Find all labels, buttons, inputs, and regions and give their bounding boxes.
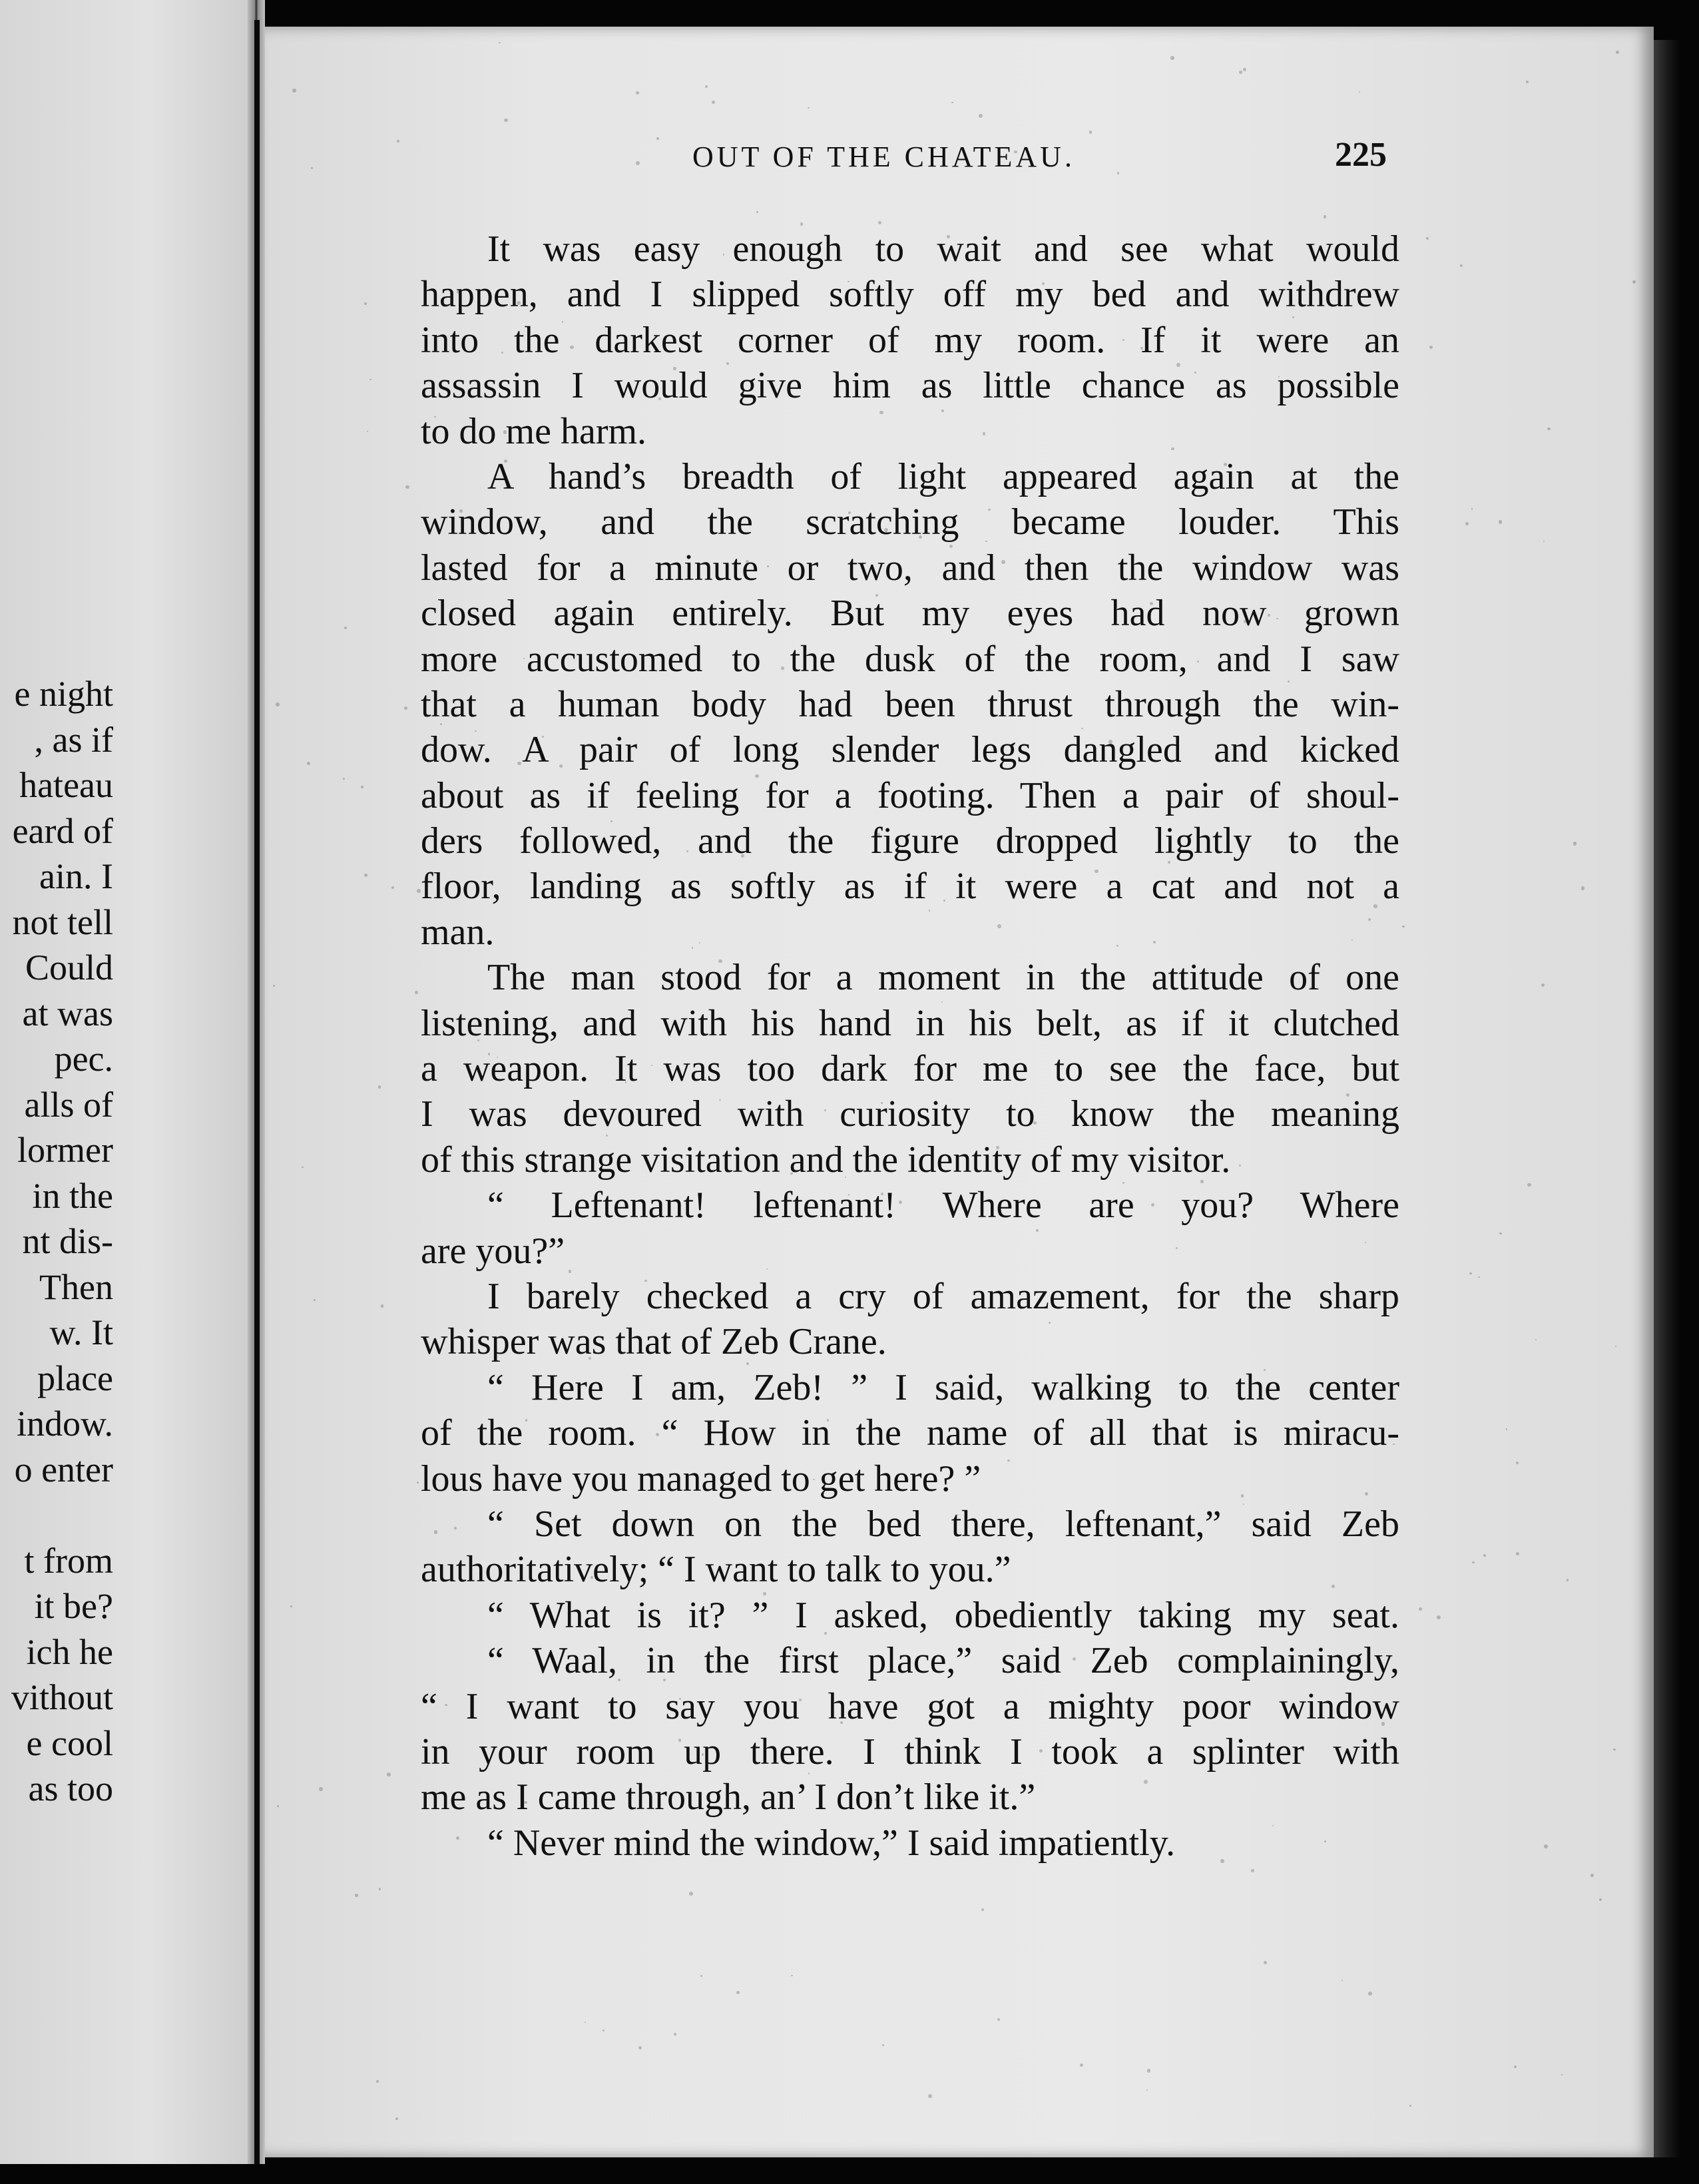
text-line: It was easy enough to wait and see what would xyxy=(487,228,1399,270)
paper-speck xyxy=(700,1975,702,1977)
paper-speck xyxy=(1039,1749,1043,1753)
paper-speck xyxy=(845,1177,846,1178)
paper-speck xyxy=(881,1102,883,1104)
paper-speck xyxy=(702,1753,704,1756)
paper-speck xyxy=(1616,51,1619,54)
paper-speck xyxy=(553,1341,554,1342)
left-page-fragment: as too xyxy=(28,1769,113,1808)
text-line: lous have you managed to get here? ” xyxy=(421,1458,981,1500)
paper-speck xyxy=(840,1721,843,1724)
paper-speck xyxy=(405,485,409,489)
left-page-fragment: eard of xyxy=(12,810,113,851)
text-line: “ What is it? ” I asked, obediently taking my seat. xyxy=(487,1594,1399,1636)
paper-speck xyxy=(705,85,708,88)
paper-speck xyxy=(355,1894,358,1897)
paper-speck xyxy=(799,1699,802,1701)
paper-speck xyxy=(1310,987,1312,988)
left-page-fragment: e cool xyxy=(26,1723,113,1763)
left-page-fragment: hateau xyxy=(19,765,113,805)
paper-speck xyxy=(884,528,888,532)
text-line: “ Waal, in the first place,” said Zeb complainingly, xyxy=(487,1640,1399,1682)
paper-speck xyxy=(983,432,986,435)
paper-speck xyxy=(459,509,463,513)
paper-speck xyxy=(1615,1346,1616,1347)
text-line: “ I want to say you have got a mighty poor window xyxy=(421,1685,1399,1727)
text-line: in your room up there. I think I took a splinter with xyxy=(421,1731,1399,1773)
paper-speck xyxy=(1527,1183,1531,1187)
text-line: into the darkest corner of my room. If it were an xyxy=(421,319,1399,361)
paper-speck xyxy=(674,2033,676,2036)
paper-speck xyxy=(887,838,888,839)
paper-speck xyxy=(1042,282,1045,285)
paper-speck xyxy=(686,850,688,852)
paper-speck xyxy=(875,594,878,597)
text-line: “ Leftenant! leftenant! Where are you? Where xyxy=(487,1185,1399,1227)
left-page-fragment: it be? xyxy=(34,1586,113,1626)
text-line: to do me harm. xyxy=(421,410,647,452)
paper-speck xyxy=(397,140,399,142)
paper-speck xyxy=(618,1679,620,1681)
paper-speck xyxy=(726,362,729,365)
text-line: I was devoured with curiosity to know the meaning xyxy=(421,1093,1399,1135)
left-page-fragment: not tell xyxy=(12,902,113,942)
paper-speck xyxy=(434,416,435,417)
paper-speck xyxy=(445,1704,447,1707)
paper-speck xyxy=(1599,1898,1602,1901)
running-head: OUT OF THE CHATEAU. xyxy=(692,140,1075,173)
paper-speck xyxy=(763,1592,766,1595)
text-line: lasted for a minute or two, and then the window was xyxy=(421,547,1399,589)
paper-speck xyxy=(949,545,953,548)
left-page-fragment: o enter xyxy=(14,1449,113,1490)
paper-speck xyxy=(1194,372,1196,374)
text-line: I barely checked a cry of amazement, for the sharp xyxy=(487,1275,1399,1317)
paper-speck xyxy=(1465,522,1469,525)
paper-speck xyxy=(1426,237,1429,240)
paper-speck xyxy=(979,114,983,118)
paper-speck xyxy=(756,713,758,715)
paper-speck xyxy=(417,889,421,893)
paper-speck xyxy=(364,302,367,305)
paper-speck xyxy=(524,1801,527,1804)
paper-speck xyxy=(899,1201,902,1204)
text-line: window, and the scratching became louder. This xyxy=(421,501,1399,543)
text-line: of this strange visitation and the identity of my visitor. xyxy=(421,1139,1231,1181)
left-page-fragment: ich he xyxy=(26,1631,113,1672)
left-facing-page xyxy=(0,0,248,2164)
text-line: of the room. “ How in the name of all that is miracu- xyxy=(421,1412,1399,1454)
paper-speck xyxy=(565,610,566,611)
body-text xyxy=(421,226,1399,1866)
paper-speck xyxy=(1264,1369,1266,1371)
paper-speck xyxy=(1483,1554,1486,1557)
paper-speck xyxy=(517,301,521,305)
paper-speck xyxy=(678,1739,681,1741)
paper-speck xyxy=(376,2080,379,2083)
left-page-fragment: ain. I xyxy=(39,856,113,896)
spine-shadow-line xyxy=(254,20,260,2164)
left-page-fragment: in the xyxy=(32,1175,113,1216)
text-line: dow. A pair of long slender legs dangled and kicked xyxy=(421,729,1399,771)
paper-speck xyxy=(277,1805,279,1807)
left-page-fragment: lormer xyxy=(17,1130,113,1170)
text-line: A hand’s breadth of light appeared again at the xyxy=(487,455,1399,497)
paper-speck xyxy=(1220,1859,1224,1863)
text-line: The man stood for a moment in the attitude of one xyxy=(487,957,1399,999)
text-line: whisper was that of Zeb Crane. xyxy=(421,1321,887,1363)
left-page-fragment: Then xyxy=(39,1266,113,1307)
paper-speck xyxy=(746,560,750,564)
paper-speck xyxy=(875,1798,877,1801)
paper-speck xyxy=(1197,661,1199,663)
text-line: authoritatively; “ I want to talk to you.” xyxy=(421,1549,1011,1591)
paper-speck xyxy=(1170,56,1174,59)
paper-speck xyxy=(996,1146,999,1149)
paper-speck xyxy=(929,910,930,911)
text-line: listening, and with his hand in his belt, as if it clutched xyxy=(421,1002,1399,1044)
paper-speck xyxy=(1264,1961,1267,1964)
paper-speck xyxy=(997,924,1001,928)
paper-speck xyxy=(656,1433,659,1436)
left-page-fragment: at was xyxy=(22,993,113,1033)
paper-speck xyxy=(767,565,769,567)
paper-speck xyxy=(1090,341,1094,345)
paper-speck xyxy=(791,1975,793,1977)
left-page-fragment: , as if xyxy=(34,719,113,760)
paper-speck xyxy=(1368,918,1371,921)
paper-speck xyxy=(1499,1232,1502,1235)
page-number: 225 xyxy=(1335,136,1387,174)
left-page-fragment: e night xyxy=(14,674,113,714)
left-page-fragment: indow. xyxy=(17,1404,113,1444)
paper-speck xyxy=(1224,463,1227,466)
paper-speck xyxy=(943,900,945,902)
left-page-fragment: Could xyxy=(25,948,113,987)
left-page-fragment xyxy=(0,1492,113,1538)
left-page-text-fragments xyxy=(0,671,113,1812)
text-line: “ Here I am, Zeb! ” I said, walking to the center xyxy=(487,1366,1399,1408)
page-stack-edge xyxy=(1654,40,1680,2157)
text-line: ders followed, and the figure dropped lightly to the xyxy=(421,820,1399,862)
paper-speck xyxy=(559,764,563,768)
paper-speck xyxy=(1541,983,1545,987)
paper-speck xyxy=(663,1679,666,1681)
paper-speck xyxy=(591,1576,593,1578)
paper-speck xyxy=(1346,1093,1349,1097)
left-page-fragment: w. It xyxy=(49,1312,113,1352)
paper-speck xyxy=(622,973,624,976)
paper-speck xyxy=(800,222,803,225)
paper-speck xyxy=(1200,1180,1203,1183)
text-line: assassin I would give him as little chance as possible xyxy=(421,365,1399,407)
text-line: more accustomed to the dusk of the room, and I saw xyxy=(421,638,1399,680)
paper-speck xyxy=(625,1081,626,1083)
paper-speck xyxy=(501,352,503,354)
paper-speck xyxy=(739,1848,742,1851)
paper-speck xyxy=(1080,2063,1083,2067)
paper-speck xyxy=(395,2117,398,2120)
text-line: about as if feeling for a footing. Then a pair of shoul- xyxy=(421,774,1399,816)
paper-speck xyxy=(947,235,950,238)
paper-speck xyxy=(813,1479,815,1481)
text-line: floor, landing as softly as if it were a cat and not a xyxy=(421,866,1399,908)
left-page-fragment: pec. xyxy=(54,1039,113,1079)
paper-speck xyxy=(1278,376,1280,378)
paper-speck xyxy=(756,211,758,212)
text-line: “ Set down on the bed there, leftenant,” said Zeb xyxy=(487,1503,1399,1545)
paper-speck xyxy=(290,1605,292,1607)
paper-speck xyxy=(1613,1749,1615,1751)
paper-speck xyxy=(1351,940,1353,941)
paper-speck xyxy=(1244,620,1247,623)
paper-speck xyxy=(781,667,784,670)
paper-speck xyxy=(1573,842,1577,846)
paper-speck xyxy=(997,2018,1000,2021)
text-line: man. xyxy=(421,911,495,953)
paper-speck xyxy=(1094,870,1098,874)
paper-speck xyxy=(1419,1607,1422,1611)
paper-speck xyxy=(644,1280,647,1282)
paper-speck xyxy=(457,290,460,294)
paper-speck xyxy=(1150,602,1153,605)
left-page-fragment: t from xyxy=(24,1540,113,1581)
paper-speck xyxy=(1151,1203,1154,1207)
paper-speck xyxy=(692,947,693,948)
left-page-fragment: alls of xyxy=(24,1084,113,1125)
left-page-fragment: place xyxy=(37,1358,113,1398)
paper-speck xyxy=(589,1357,591,1360)
paper-speck xyxy=(387,1773,391,1776)
paper-speck xyxy=(1276,618,1278,619)
paper-speck xyxy=(456,1836,459,1840)
paper-speck xyxy=(1089,131,1092,134)
paper-speck xyxy=(717,790,718,791)
paper-speck xyxy=(504,119,507,122)
paper-speck xyxy=(1437,1615,1441,1619)
left-page-fragment: nt dis- xyxy=(22,1221,113,1261)
paper-speck xyxy=(1014,150,1017,153)
paper-speck xyxy=(1292,316,1294,318)
paper-speck xyxy=(919,535,923,539)
paper-speck xyxy=(981,1908,984,1911)
paper-speck xyxy=(1049,1322,1051,1324)
paper-speck xyxy=(1239,71,1242,74)
paper-speck xyxy=(1009,625,1011,627)
paper-speck xyxy=(562,321,563,322)
paper-speck xyxy=(381,1304,383,1307)
paper-speck xyxy=(499,42,501,44)
paper-speck xyxy=(302,1167,303,1168)
paper-speck xyxy=(1514,2065,1517,2068)
paper-speck xyxy=(879,411,883,415)
paper-speck xyxy=(434,1530,438,1534)
paper-speck xyxy=(1171,447,1174,451)
paper-speck xyxy=(1243,68,1246,71)
paper-speck xyxy=(1373,904,1377,908)
text-line: “ Never mind the window,” I said impatiently. xyxy=(487,1822,1176,1864)
paper-speck xyxy=(319,1787,323,1791)
paper-speck xyxy=(620,1035,622,1036)
paper-speck xyxy=(1001,560,1005,564)
paper-speck xyxy=(1117,172,1119,174)
text-line: closed again entirely. But my eyes had now grown xyxy=(421,593,1399,635)
paper-speck xyxy=(1241,1494,1244,1497)
paper-speck xyxy=(1381,1722,1385,1725)
paper-speck xyxy=(1036,1229,1038,1231)
paper-speck xyxy=(1469,1272,1472,1275)
paper-speck xyxy=(1590,1874,1594,1877)
paper-speck xyxy=(741,854,744,858)
text-line: that a human body had been thrust through the win- xyxy=(421,683,1399,725)
paper-speck xyxy=(475,730,477,732)
paper-speck xyxy=(1332,1585,1335,1588)
paper-speck xyxy=(679,1698,681,1700)
paper-speck xyxy=(824,1632,827,1635)
paper-speck xyxy=(1108,740,1112,744)
paper-speck xyxy=(503,430,507,434)
paper-speck xyxy=(755,774,758,778)
paper-speck xyxy=(415,991,418,994)
paper-speck xyxy=(754,655,758,658)
paper-speck xyxy=(1081,728,1083,729)
paper-speck xyxy=(504,459,507,463)
text-line: are you?” xyxy=(421,1230,565,1272)
paper-speck xyxy=(1073,1657,1076,1661)
text-line: me as I came through, an’ I don’t like it.” xyxy=(421,1776,1036,1818)
paper-speck xyxy=(673,367,676,370)
paper-speck xyxy=(569,1270,571,1272)
paper-speck xyxy=(1478,1276,1479,1278)
paper-speck xyxy=(1268,614,1270,617)
text-line: a weapon. It was too dark for me to see the face, but xyxy=(421,1048,1399,1090)
paper-speck xyxy=(827,1419,829,1421)
paper-speck xyxy=(951,102,953,103)
paper-speck xyxy=(276,702,280,706)
paper-speck xyxy=(881,1193,883,1195)
left-page-fragment: vithout xyxy=(11,1677,113,1717)
paper-speck xyxy=(307,762,310,765)
text-line: happen, and I slipped softly off my bed and withdrew xyxy=(421,274,1399,316)
paper-speck xyxy=(882,2044,883,2046)
paper-speck xyxy=(344,627,347,629)
paper-speck xyxy=(985,541,987,542)
